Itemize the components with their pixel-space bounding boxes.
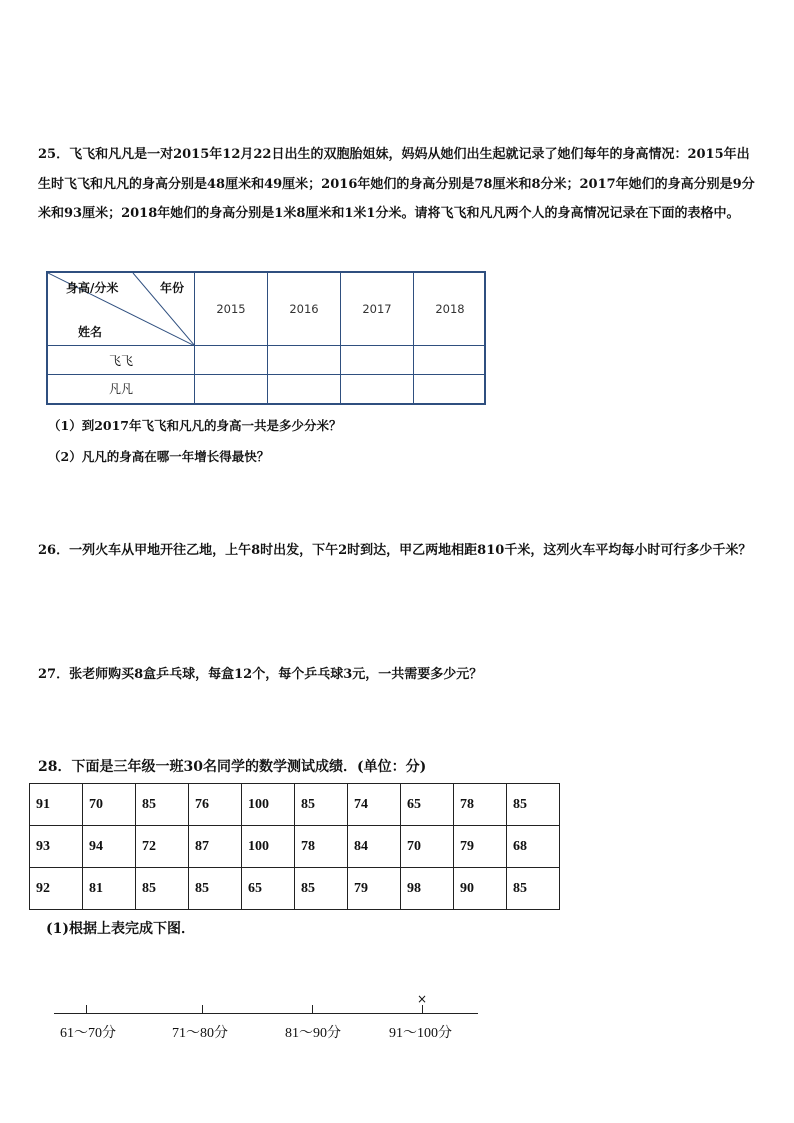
q27-text: 27．张老师购买8盒乒乓球，每盒12个，每个乒乓球3元，一共需要多少元？ <box>38 667 483 682</box>
year-2016: 2016 <box>289 302 319 316</box>
tick-mark <box>86 1005 87 1013</box>
score-cell: 81 <box>83 868 136 910</box>
score-cell: 87 <box>189 826 242 868</box>
score-cell: 85 <box>295 868 348 910</box>
score-cell: 85 <box>507 868 560 910</box>
score-cell: 76 <box>189 784 242 826</box>
header-height-label: 身高/分米 <box>66 281 119 295</box>
q28-sub1: (1)根据上表完成下图． <box>46 921 195 937</box>
score-cell: 78 <box>295 826 348 868</box>
scores-table <box>29 783 560 910</box>
q25-sub2: （2）凡凡的身高在哪一年增长得最快？ <box>48 449 270 464</box>
score-cell: 79 <box>348 868 401 910</box>
table-row <box>30 784 560 826</box>
header-name-label: 姓名 <box>78 325 103 339</box>
score-cell: 93 <box>30 826 83 868</box>
table-row <box>30 826 560 868</box>
score-cell: 90 <box>454 868 507 910</box>
score-cell: 91 <box>30 784 83 826</box>
tick-mark <box>312 1005 313 1013</box>
row-fanfan: 凡凡 <box>108 382 133 396</box>
score-cell: 85 <box>136 868 189 910</box>
score-cell: 72 <box>136 826 189 868</box>
axis-label-61-70: 61～70分 <box>60 1026 116 1041</box>
score-cell: 85 <box>507 784 560 826</box>
row-feifei: 飞飞 <box>108 354 133 368</box>
q26-text: 26．一列火车从甲地开往乙地，上午8时出发，下午2时到达，甲乙两地相距810千米，这列火车平均每小时可行多少千米？ <box>38 543 752 558</box>
score-cell: 70 <box>83 784 136 826</box>
axis-label-71-80: 71～80分 <box>172 1026 228 1041</box>
header-year-label: 年份 <box>160 281 185 295</box>
cross-mark: × <box>417 992 428 1006</box>
score-cell: 85 <box>136 784 189 826</box>
axis-label-91-100: 91～100分 <box>389 1026 452 1041</box>
axis-label-81-90: 81～90分 <box>285 1026 341 1041</box>
score-cell: 68 <box>507 826 560 868</box>
score-cell: 98 <box>401 868 454 910</box>
score-cell: 65 <box>401 784 454 826</box>
score-cell: 85 <box>189 868 242 910</box>
q28-text: 28．下面是三年级一班30名同学的数学测试成绩．(单位：分) <box>38 759 427 775</box>
year-2015: 2015 <box>216 302 246 316</box>
score-cell: 94 <box>83 826 136 868</box>
q25-text: 25．飞飞和凡凡是一对2015年12月22日出生的双胞胎姐妹，妈妈从她们出生起就记录了她们每年的身高情况：2015年出生时飞飞和凡凡的身高分别是48厘米和49厘米；2016年她们的身高分别是78厘米和8分米；2017年她们的身高分别是9分米和93厘米；2018年她们的身高分别是1米8厘米和1米1分米。请将飞飞和凡凡两个人的身高情况记录在下面的表格中。 <box>38 147 755 221</box>
score-cell: 100 <box>242 826 295 868</box>
q25-sub1: （1）到2017年飞飞和凡凡的身高一共是多少分米？ <box>48 418 342 433</box>
year-2018: 2018 <box>435 302 465 316</box>
score-cell: 100 <box>242 784 295 826</box>
score-cell: 92 <box>30 868 83 910</box>
score-cell: 79 <box>454 826 507 868</box>
score-cell: 74 <box>348 784 401 826</box>
score-cell: 78 <box>454 784 507 826</box>
year-2017: 2017 <box>362 302 392 316</box>
score-cell: 65 <box>242 868 295 910</box>
tick-mark <box>422 1005 423 1013</box>
score-cell: 85 <box>295 784 348 826</box>
table-row <box>30 868 560 910</box>
tick-mark <box>202 1005 203 1013</box>
score-cell: 70 <box>401 826 454 868</box>
number-line <box>54 1013 478 1014</box>
score-cell: 84 <box>348 826 401 868</box>
height-table <box>46 271 486 405</box>
